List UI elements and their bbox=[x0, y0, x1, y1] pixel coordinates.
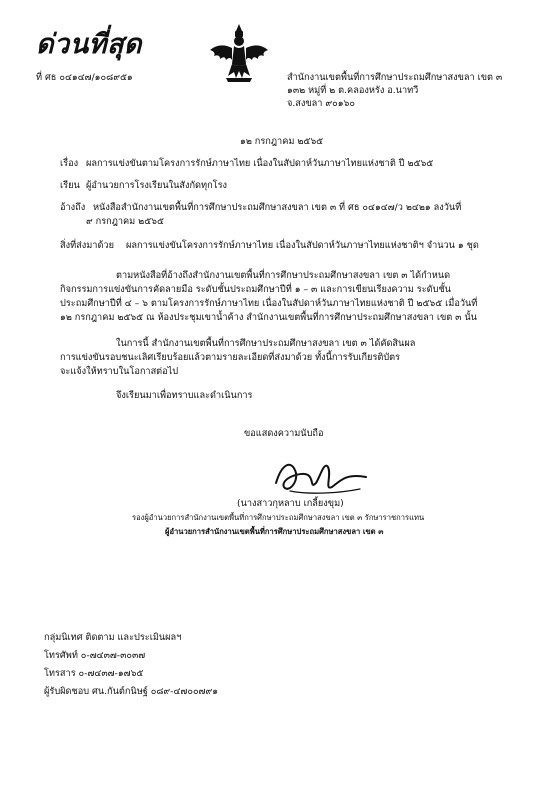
document-number: ที่ ศธ ๐๔๑๔๗/๑๐๘๙๕๑ bbox=[36, 72, 133, 83]
signer-position-1: รองผู้อำนวยการสำนักงานเขตพื้นที่การศึกษาประถมศึกษาสงขลา เขต ๓ รักษาราชการแทน bbox=[132, 513, 425, 522]
footer-fax: โทรสาร ๐-๗๔๓๗-๑๗๖๕ bbox=[44, 668, 144, 679]
garuda-emblem-icon bbox=[206, 22, 272, 88]
reference-line1: หนังสือสำนักงานเขตพื้นที่การศึกษาประถมศึกษาสงขลา เขต ๓ ที่ ศธ ๐๔๑๔๗/ว ๒๔๒๑ ลงวันที่ bbox=[93, 202, 462, 213]
recipient-text: ผู้อำนวยการโรงเรียนในสังกัดทุกโรง bbox=[86, 180, 227, 191]
office-address-line2: จ.สงขลา ๙๐๑๖๐ bbox=[287, 98, 355, 109]
body-paragraph-2-line3: จะแจ้งให้ทราบในโอกาสต่อไป bbox=[60, 366, 179, 377]
body-paragraph-2-line1: ในการนี้ สำนักงานเขตพื้นที่การศึกษาประถมศึกษาสงขลา เขต ๓ ได้คัดสินผล bbox=[116, 338, 416, 349]
footer-group: กลุ่มนิเทศ ติดตาม และประเมินผลฯ bbox=[44, 632, 182, 643]
document-date: ๑๒ กรกฎาคม ๒๕๖๕ bbox=[240, 136, 324, 147]
body-paragraph-3: จึงเรียนมาเพื่อทราบและดำเนินการ bbox=[116, 390, 253, 401]
office-address-line1: ๑๓๒ หมู่ที่ ๒ ต.คลองหรัง อ.นาทวี bbox=[287, 85, 419, 96]
reference-label: อ้างถึง bbox=[60, 202, 86, 213]
subject-text: ผลการแข่งขันตามโครงการรักษ์ภาษาไทย เนื่องในสัปดาห์วันภาษาไทยแห่งชาติ ปี ๒๕๖๕ bbox=[86, 158, 434, 169]
reference-line2: ๙ กรกฎาคม ๒๕๖๕ bbox=[86, 216, 164, 227]
signature bbox=[270, 453, 370, 501]
body-paragraph-1-line3: ประถมศึกษาปีที่ ๔ – ๖ ตามโครงการรักษ์ภาษาไทย เนื่องในสัปดาห์วันภาษาไทยแห่งชาติ ปี ๒๕๖๕ เมื่อวันที่ bbox=[60, 298, 478, 309]
closing-regards: ขอแสดงความนับถือ bbox=[244, 428, 324, 439]
office-name: สำนักงานเขตพื้นที่การศึกษาประถมศึกษาสงขลา เขต ๓ bbox=[287, 72, 503, 83]
signer-name: (นางสาวกุหลาบ เกลี้ยงขุม) bbox=[237, 498, 344, 509]
enclosure-text: ผลการแข่งขันโครงการรักษ์ภาษาไทย เนื่องในสัปดาห์วันภาษาไทยแห่งชาติฯ จำนวน ๑ ชุด bbox=[126, 240, 479, 251]
recipient-label: เรียน bbox=[60, 180, 80, 191]
footer-phone: โทรศัพท์ ๐-๗๔๓๗-๓๐๓๗ bbox=[44, 650, 146, 661]
signer-position-2: ผู้อำนวยการสำนักงานเขตพื้นที่การศึกษาประถมศึกษาสงขลา เขต ๓ bbox=[165, 527, 384, 536]
footer-contact: ผู้รับผิดชอบ ศน.กันต์กนิษฐ์ ๐๘๙-๔๗๐๐๗๙๑ bbox=[44, 686, 219, 697]
body-paragraph-2-line2: การแข่งขันรอบชนะเลิศเรียบร้อยแล้วตามรายละเอียดที่ส่งมาด้วย ทั้งนี้การรับเกียรติบัตร bbox=[60, 352, 401, 363]
body-paragraph-1-line4: ๑๒ กรกฎาคม ๒๕๖๕ ณ ห้องประชุมเขาน้ำค้าง สำนักงานเขตพื้นที่การศึกษาประถมศึกษาสงขลา เขต ๓ นั้น bbox=[60, 312, 477, 323]
body-paragraph-1-line1: ตามหนังสือที่อ้างถึงสำนักงานเขตพื้นที่การศึกษาประถมศึกษาสงขลา เขต ๓ ได้กำหนด bbox=[116, 270, 451, 281]
body-paragraph-1-line2: กิจกรรมการแข่งขันการคัดลายมือ ระดับชั้นประถมศึกษาปีที่ ๑ – ๓ และการเขียนเรียงความ ระดับชั้น bbox=[60, 284, 451, 295]
subject-label: เรื่อง bbox=[60, 158, 79, 169]
urgent-stamp: ด่วนที่สุด bbox=[36, 29, 142, 60]
enclosure-label: สิ่งที่ส่งมาด้วย bbox=[60, 240, 114, 251]
